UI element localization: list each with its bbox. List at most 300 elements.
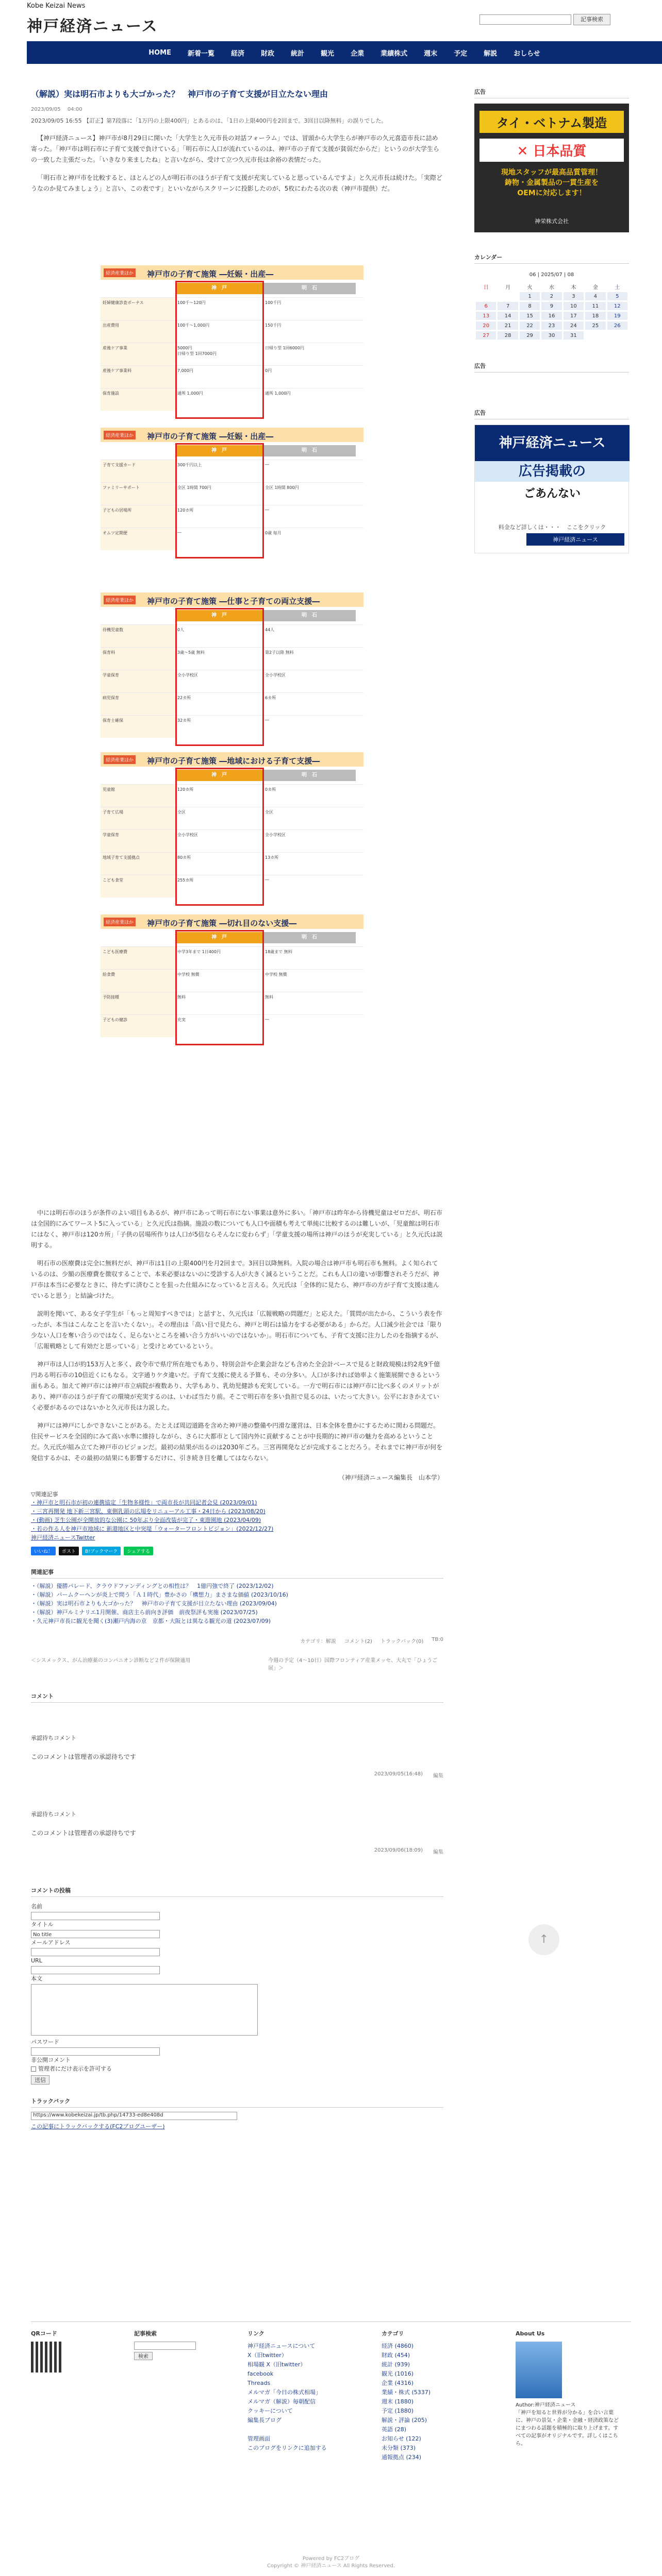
nav-item[interactable]: 週末 [424,49,438,58]
row-label: 学童保育 [101,670,175,692]
calendar-day[interactable]: 27 [476,331,496,340]
calendar-day[interactable]: 2 [541,292,561,300]
url-field[interactable] [31,1966,160,1974]
mail-label: メールアドレス [31,1939,71,1946]
footer-link[interactable]: facebook [247,2370,274,2377]
footer-link[interactable]: X（旧twitter） [247,2352,287,2359]
twitter-link[interactable]: 神戸経済ニュースTwitter [31,1534,95,1541]
panel-row [101,946,363,969]
col-other: 明 石 [263,283,356,294]
nav-item[interactable]: HOME [148,48,171,57]
related-top-item[interactable]: ・(動画) 芝生公園が全開放的な公園に 50年ぶり全面改装が完了・東遊園地 (2023/04/09) [31,1517,261,1523]
row-label: 保育料 [101,648,175,670]
row-kobe: 通所 1,000円 [177,391,203,396]
calendar-day[interactable]: 19 [607,312,627,320]
ad-heading-3: 広告 [474,409,629,419]
calendar-day[interactable]: 22 [520,321,540,330]
password-field[interactable] [31,2047,160,2056]
row-other: 100千円 [265,300,282,305]
panel-title: 神戸市の子育て施策 ―妊娠・出産― [147,269,274,279]
links-heading: リンク [247,2330,264,2337]
row-other: 0カ所 [265,787,276,792]
qr-code-icon [31,2342,62,2372]
panel-row [101,807,363,829]
footer-category-link[interactable]: 企業 (4316) [382,2380,414,2386]
nav-item[interactable]: 統計 [291,49,305,58]
calendar-day[interactable]: 28 [498,331,518,340]
col-kobe: 神 戸 [175,445,263,456]
footer-link[interactable]: 編集長ブログ [247,2417,282,2424]
related-top-item[interactable]: ・神戸市と明石市が初の連携協定「生物多様性」で両市長が共同記者会見 (2023/09/01) [31,1499,257,1506]
panel-row [101,829,363,852]
row-label: 子育て支援カード [101,460,175,482]
row-kobe: 22カ所 [177,696,191,700]
row-kobe: 全小学校区 [177,833,198,837]
ad-subhead: ✕ 日本品質 [479,139,624,162]
calendar-day[interactable]: 29 [520,331,540,340]
footer-link[interactable]: このブログをリンクに追加する [247,2445,327,2451]
calendar-day [607,331,627,340]
calendar-day[interactable]: 11 [585,302,605,310]
nav-item[interactable]: 新着一覧 [187,49,214,58]
comment [31,1734,443,1779]
calendar-day [585,331,605,340]
calendar-day[interactable]: 10 [564,302,584,310]
row-label: 子どもの居場所 [101,505,175,528]
infographic-panel [101,914,363,1060]
site-header [0,0,662,40]
nav-item[interactable]: 解説 [484,49,498,58]
row-label: 妊婦健康診査ボーナス [101,298,175,320]
panel-tag: 経済産業ほか [104,596,136,604]
row-other: 日帰り型 1回6000円 [265,346,304,350]
footer-link [247,2425,371,2434]
col-blank [101,610,175,621]
title-label: タイトル [31,1921,54,1928]
row-kobe: 0人 [177,628,185,632]
footer-category-link[interactable]: 英語 (28) [382,2426,407,2433]
submit-button[interactable]: 送信 [31,2075,49,2084]
row-kobe: 300千円以上 [177,463,202,467]
calendar-dow: 水 [549,284,554,291]
ad2-line2: ごあんない [523,487,581,500]
panel-header [101,265,363,280]
article-paragraph: 説明を聞いて、ある女子学生が「もっと周知すべきでは」と話すと、久元氏は「広報戦略の問題だ」と応えた。「質問が出たから、こういう表を作ったが、本当はこんなことを言いたくない」。その理由は「高い目で見たら、神戸と明石は協力をする必要がある」からだ。人口減少社会では「限り少ない人口を奪い合うのではなく、足らないところを補い合う方がいいのではないか」。明石市についても、子育て支援に注力したのを指摘するが、「広報戦略として有効だと思っている」と受けとめているという。 [31,1310,443,1350]
banner-ad-thai-vietnam[interactable] [474,104,629,232]
footer-search-input[interactable] [134,2342,196,2350]
footer-link[interactable]: 神戸経済ニュースについて [247,2343,316,2349]
footer-search-heading: 記事検索 [134,2330,157,2337]
row-kobe: 32カ所 [177,718,191,723]
row-kobe: 中学校 無償 [177,972,200,977]
ad2-button: 神戸経済ニュース [526,533,624,546]
about-text: Author:神戸経済ニュース 「神戸を知ると世界が分かる」を合い言葉に、神戸の景気・企業・金融・経済政策などにまつわる話題を積極的に取り上げます。すべての記事がオリジナルです。詳しくはこちら。 [516,2402,619,2447]
panel-rows [101,624,363,738]
comment-date: 2023/09/06(18:09) [374,1848,423,1853]
related-top-list [31,1498,443,1533]
footer-category-link[interactable]: お知らせ (122) [382,2435,421,2442]
col-other: 明 石 [263,770,356,781]
calendar-day[interactable]: 14 [498,312,518,320]
related-item[interactable]: ・（解説）実は明石市よりも大ゴかった？ 神戸市の子育て支援が目立たない理由 (2023/09/04) [31,1600,277,1607]
row-kobe: 100千～1,000円 [177,323,210,328]
row-kobe: 全小学校区 [177,673,198,677]
footer-category-link[interactable]: 未分類 (373) [382,2445,416,2451]
row-kobe: 120カ所 [177,508,194,513]
footer-link[interactable]: 管理画面 [247,2435,270,2442]
share-button[interactable]: シェアする [124,1547,153,1555]
infographic-panel [101,265,363,433]
ad2-line1: 広告掲載の [475,461,630,482]
name-label: 名前 [31,1903,42,1910]
panel-title: 神戸市の子育て施策 ―仕事と子育ての両立支援― [147,597,320,606]
pass-label: パスワード [31,2039,59,2045]
calendar-day[interactable]: 23 [541,321,561,330]
secret-checkbox[interactable] [31,2066,36,2072]
panel-row [101,647,363,670]
row-other: 18歳まで 無料 [265,950,292,954]
calendar-day[interactable]: 7 [498,302,518,310]
panel-rows [101,297,363,411]
row-label: 保育施設 [101,388,175,411]
row-label: 産後ケア事業料 [101,366,175,388]
article-paragraph: 神戸市は人口が約153万人と多く、政令市で県庁所在地でもあり、特別会計や企業会計なども含めた全会計ベースで見ると財政規模は約2兆9千億円ある明石市の10倍近くにもなる。文字通りケタ違いだ。子育て支援に使える予算も、その分多い。人口が多ければ効率よく施策展開できるという面もある。加えて神戸市には神戸市立病院が複数あり、大学もあり、乳幼児健診も充実している。一方で明石市には神戸市に比べ多くのメリットがあり、神戸市のほうが子育ての環境が充実するのは、いわば当たり前。そこで明石市を多い負担で見るのは、いたって大きい。公平におきかえていく必要があるのではないかと久元市長は力説した。 [31,1361,441,1411]
category-meta[interactable]: TB:0 [432,1637,443,1642]
row-other: 通所 1,000円 [265,391,291,396]
row-label: 予防接種 [101,992,175,1014]
categories-list [382,2342,505,2462]
panel-row [101,297,363,320]
calendar-heading: カレンダー [474,253,629,264]
row-other: 150千円 [265,323,282,328]
row-label: 学童保育 [101,830,175,852]
comment-edit-link[interactable]: 編集 [433,1773,443,1779]
panel-title: 神戸市の子育て施策 ―切れ目のない支援― [147,919,297,928]
ad-heading-2: 広告 [474,362,629,372]
global-nav [27,41,662,64]
col-other: 明 石 [263,610,356,621]
article-correction: 2023/09/05 16:55 【訂正】第7段落に「1万円の上限400円」とあるのは、「1日の上限400円を2回まで。3回目以降無料」の誤りでした。 [31,117,387,124]
sidebar [474,88,629,553]
row-label: オムツ定期便 [101,528,175,550]
calendar-day[interactable]: 24 [564,321,584,330]
infographic-panel [101,752,363,920]
powered-by[interactable]: Powered by FC2ブログ [302,2556,360,2562]
row-other: ― [265,1017,269,1022]
comment-edit-link[interactable]: 編集 [433,1850,443,1855]
related-item[interactable]: ・（解説）神戸ルミナリエ1月開催、商店主ら前向き評価 前夜祭評も実施 (2023/07/25) [31,1609,258,1616]
calendar-day[interactable]: 9 [541,302,561,310]
row-label: ファミリーサポート [101,483,175,505]
secret-label: 非公開コメント [31,2057,71,2063]
ad-headline: タイ・ベトナム製造 [479,111,624,133]
row-other: 6カ所 [265,696,276,700]
panel-header [101,428,363,442]
panel-rows [101,784,363,897]
calendar-day[interactable]: 25 [585,321,605,330]
row-other: 44人 [265,628,275,632]
calendar-day[interactable]: 20 [476,321,496,330]
footer-category-link[interactable]: 業績・株式 (5337) [382,2389,431,2396]
col-blank [101,932,175,943]
footer-category-link[interactable]: 財政 (454) [382,2352,410,2359]
category-meta[interactable]: コメント(2) [344,1639,372,1645]
row-label: 出産費用 [101,320,175,343]
title-field[interactable]: No title [31,1930,160,1938]
nav-item[interactable]: 企業 [351,49,365,58]
related-top-item[interactable]: ・若の作る人を神戸市地域に 新港地区と中突堤「ウォーターフロントビジョン」(2022/12/27) [31,1526,274,1532]
row-other: 0歳 毎月 [265,531,282,535]
panel-rows [101,946,363,1037]
category-line [31,1637,443,1645]
calendar-day[interactable]: 17 [564,312,584,320]
row-kobe: ― [177,530,181,535]
ad-company: 神栄株式会社 [535,218,569,225]
share-button[interactable]: B!ブックマーク [82,1547,121,1555]
col-kobe: 神 戸 [175,610,263,621]
article-paragraph: 【神戸経済ニュース】神戸市が8月29日に開いた「大学生と久元市長の対話フォーラム」では、冒頭から大学生らが神戸市の久元喜造市長に詰め寄った。「神戸市は明石市に子育て支援で負けている」「明石市に人口が流れているのは、神戸市の子育て支援が貧弱だからだ」というのが大学生らの一致した主張だった。「いきなり来ましたね」と言いながら、受けて立つ久元市長は余裕の表情だった。 [31,134,440,163]
body-label: 本文 [31,1975,42,1982]
footer-search-button[interactable]: 検索 [134,2352,153,2360]
nav-item[interactable]: 観光 [321,49,335,58]
col-other: 明 石 [263,445,356,456]
article-body [31,1200,443,2130]
panel-row [101,365,363,388]
row-label: 地域子育て支援拠点 [101,853,175,875]
calendar-day[interactable]: 15 [520,312,540,320]
secret-option-label: 管理者にだけ表示を許可する [38,2065,112,2072]
article-date: 2023/09/05 04:00 [31,107,82,112]
scroll-top-icon[interactable]: ↑ [528,1924,559,1955]
panel-tag: 経済産業ほか [104,755,136,764]
qr-heading: QRコード [31,2330,57,2337]
footer-category-link[interactable]: 解説・評論 (205) [382,2417,427,2424]
comment-body: このコメントは管理者の承認待ちです [31,1829,136,1837]
row-other: 13カ所 [265,855,279,860]
article-title[interactable]: （解説）実は明石市よりも大ゴかった？ 神戸市の子育て支援が目立たない理由 [31,89,328,99]
calendar-dow: 金 [592,284,598,291]
row-kobe: 無料 [177,995,186,999]
related-top-label: ▽関連記事 [31,1491,58,1498]
panel-row [101,784,363,807]
calendar-day[interactable]: 16 [541,312,561,320]
panel-row [101,624,363,647]
panel-row [101,1014,363,1037]
byline: （神戸経済ニュース編集長 山本学） [338,1474,443,1481]
row-other: ― [265,462,269,467]
category-meta[interactable]: トラックバック(0) [380,1639,424,1645]
related-item[interactable]: ・久元神戸市長に観光を聞く(3)瀬戸内海の京 京都・大阪とは異なる観光の道 (2023/07/09) [31,1618,271,1624]
article [31,88,443,194]
name-field[interactable] [31,1912,160,1920]
row-kobe: 3歳～5歳 無料 [177,650,205,655]
panel-title: 神戸市の子育て施策 ―地域における子育て支援― [147,756,320,766]
footer-category-link[interactable]: 統計 (939) [382,2361,410,2368]
row-kobe: 中学3年まで 1日400円 [177,950,221,954]
row-label: 子どもの健診 [101,1015,175,1037]
footer-link[interactable]: Threads [247,2380,271,2386]
row-label: 給食費 [101,970,175,992]
share-button[interactable]: ポスト [59,1547,79,1555]
nav-item[interactable]: 業績株式 [380,49,408,58]
footer-category-link[interactable]: 週末 (1880) [382,2398,414,2405]
nav-item[interactable]: 経済 [231,49,245,58]
trackback-link[interactable]: この記事にトラックバックする(FC2ブログユーザー) [31,2123,165,2130]
footer-category-link[interactable]: 経済 (4860) [382,2343,414,2349]
calendar-day[interactable]: 30 [541,331,561,340]
nav-item[interactable]: 予定 [454,49,468,58]
infographic-panel [101,592,363,760]
ad2-note: 料金など詳しくは・・・ ここをクリック [498,524,606,531]
row-other: ― [265,718,269,722]
footer-link[interactable]: メルマガ「今日の株式相場」 [247,2389,321,2396]
panel-rows [101,460,363,550]
share-buttons [31,1547,443,1555]
prev-article-link[interactable]: ＜シスメックス、がん治療薬のコンパニオン診断など２件が保険適用 [31,1658,191,1664]
row-label: こども食堂 [101,875,175,897]
col-kobe: 神 戸 [175,932,263,943]
about-photo [516,2342,562,2398]
panel-row [101,670,363,692]
comment-name: 承認待ちコメント [31,1811,76,1818]
comments-list [31,1734,443,1855]
categories-heading: カテゴリ [382,2330,404,2337]
calendar-day[interactable]: 21 [498,321,518,330]
panel-row [101,852,363,875]
calendar-day [498,292,518,300]
panel-row [101,692,363,715]
calendar-day[interactable]: 3 [564,292,584,300]
url-label: URL [31,1957,42,1964]
calendar-dow: 木 [571,284,576,291]
copyright [0,2555,662,2570]
site-title[interactable]: 神戸経済ニュース [27,18,158,36]
panel-tag: 経済産業ほか [104,268,136,277]
nav-item[interactable]: おしらせ [514,49,540,58]
search-button[interactable]: 記事検索 [573,14,610,25]
category-meta[interactable]: カテゴリ：解説 [300,1639,336,1645]
related-item[interactable]: ・（解説）優勝パレード、クラウドファンディングとの相性は？ 1億円強で終了 (2023/12/02) [31,1583,274,1589]
panel-row [101,875,363,897]
calendar-grid [474,281,629,341]
calendar-day[interactable]: 13 [476,312,496,320]
row-other: ― [265,507,269,512]
row-label: 産後ケア事業 [101,343,175,365]
row-kobe: 80カ所 [177,855,191,860]
row-other: ― [265,877,269,882]
nav-item[interactable]: 財政 [261,49,275,58]
panel-col-headers [101,770,363,781]
row-other: 全区 1時間 800円 [265,485,299,490]
comment-name: 承認待ちコメント [31,1735,76,1741]
panel-row [101,460,363,482]
calendar-day[interactable]: 26 [607,321,627,330]
ad-body: 現地スタッフが最高品質管理！ 鋳物・金属製品の一貫生産を OEMに対応します！ [501,168,602,197]
panel-row [101,320,363,343]
row-kobe: 充実 [177,1018,186,1022]
search-input[interactable] [479,14,571,25]
banner-ad-advertise[interactable] [474,425,629,553]
panel-row [101,992,363,1014]
comment-form [31,1902,443,2084]
panel-row [101,715,363,738]
col-blank [101,283,175,294]
row-other: 中学校 無償 [265,972,287,977]
comment-body: このコメントは管理者の承認待ちです [31,1753,136,1760]
col-blank [101,445,175,456]
infographic-panel [101,428,363,573]
calendar-day[interactable]: 6 [476,302,496,310]
calendar-month-nav[interactable]: 06 | 2025/07 | 08 [529,272,574,278]
calendar-day[interactable]: 4 [585,292,605,300]
footer-category-link[interactable]: 通報拠点 (234) [382,2454,422,2461]
related-top-item[interactable]: ・三宮再開発 地下新三宮駅、東側乳頭の広場をリニューアル工事・24日から (2023/08/20) [31,1508,266,1515]
row-label: 病児保育 [101,693,175,715]
footer-category-link[interactable]: 観光 (1016) [382,2370,414,2377]
next-article-link[interactable]: 今週の予定（4〜10日）国際フロンティア産業メッセ、大丸で「ひょうご展」＞ [268,1658,438,1671]
panel-header [101,592,363,607]
calendar-dow: 土 [615,284,620,291]
footer-category-link[interactable]: 予定 (1880) [382,2408,414,2414]
article-paragraph: 中には明石市のほうが条件のよい項目もあるが、神戸市にあって明石市にない事業は意外に多い。「神戸市は昨年から待機児童はゼロだが、明石市は全国的にみてワースト5に入っている」と久元氏は指摘。施設の数についても人口や面積も考えて単純に比較するのは難しいが、「児童館は明石市にはなく、神戸市は120カ所」「子供の居場所作りは人口が5倍ならそんなに変わらず」「学童支援の場所は神戸のほうが充実している」と久元氏は説明する。 [31,1209,443,1249]
panel-row [101,505,363,528]
panel-col-headers [101,445,363,456]
row-other: 全区 [265,810,273,815]
panel-row [101,343,363,365]
row-label: 子育て広場 [101,807,175,829]
row-kobe: 255カ所 [177,878,194,883]
body-field[interactable] [31,1984,258,2036]
trackback-url-field[interactable]: https://www.kobekeizai.jp/tb.php/14733-ed8e408d [31,2112,237,2120]
panel-col-headers [101,610,363,621]
calendar [474,272,629,341]
footer-link[interactable]: クッキーについて [247,2408,293,2414]
site-title-en[interactable]: Kobe Keizai News [27,2,86,10]
calendar-day[interactable]: 8 [520,302,540,310]
row-other: 第2子以降 無料 [265,650,294,655]
footer [31,2321,631,2462]
share-button[interactable]: いいね！ [31,1547,56,1555]
calendar-day[interactable]: 12 [607,302,627,310]
panel-row [101,388,363,411]
related-item[interactable]: ・（解説）バームクーヘンが炎上で問う「Ａ１時代」豊かさの「構想力」まさまな価値 (2023/10/16) [31,1591,288,1598]
article-paragraph: 明石市の医療費は完全に無料だが、神戸市は1日の上限400円を月2回まで。3回目以降無料。入院の場合は神戸市も明石市も無料。よく知られているのは、少額の医療費を徴収することで、本来必要はないのに受診する人が大きく減るということだ。これも人口の違いが影響されそうだが、神戸市は本当に必要なときに、待たずに済むことを狙った仕組みになっていると言える。久元氏は「全体的に見たら、神戸市の方が子育て支援は進んでいると思う」と結論づけた。 [31,1260,440,1299]
panel-tag: 経済産業ほか [104,431,136,439]
row-label: 待機児童数 [101,625,175,647]
panel-col-headers [101,932,363,943]
col-blank [101,770,175,781]
calendar-day[interactable]: 5 [607,292,627,300]
article-paragraph: 「明石市と神戸市を比較すると、ほとんどの人が明石市のほうが子育て支援が充実していると思っているんですよ」と久元市長は続けた。「実際どうなのか見てみましょう」と言い、この表です」といいながらスクリーンに投影したのが、5枚にわたる次の表（神戸市提供）だ。 [31,174,443,192]
panel-tag: 経済産業ほか [104,918,136,926]
calendar-day[interactable]: 1 [520,292,540,300]
links-list [247,2342,371,2453]
calendar-day[interactable]: 18 [585,312,605,320]
row-kobe: 全区 1時間 700円 [177,485,211,490]
row-other: 0円 [265,368,272,373]
footer-link[interactable]: メルマガ（解説）毎朝配信 [247,2398,316,2405]
row-kobe: 5000円 日帰り型 1回7000円 [177,346,217,356]
copyright-text: Copyright © 神戸経済ニュース All Rights Reserved. [267,2563,395,2569]
comment-date: 2023/09/05(16:48) [374,1771,423,1777]
email-field[interactable] [31,1948,160,1956]
calendar-dow: 日 [483,284,489,291]
comments-heading: コメント [31,1692,443,1703]
calendar-day[interactable]: 31 [564,331,584,340]
calendar-dow: 月 [505,284,511,291]
row-kobe: 7,000円 [177,368,193,373]
footer-link[interactable]: 相場観 X（旧twitter） [247,2361,306,2368]
